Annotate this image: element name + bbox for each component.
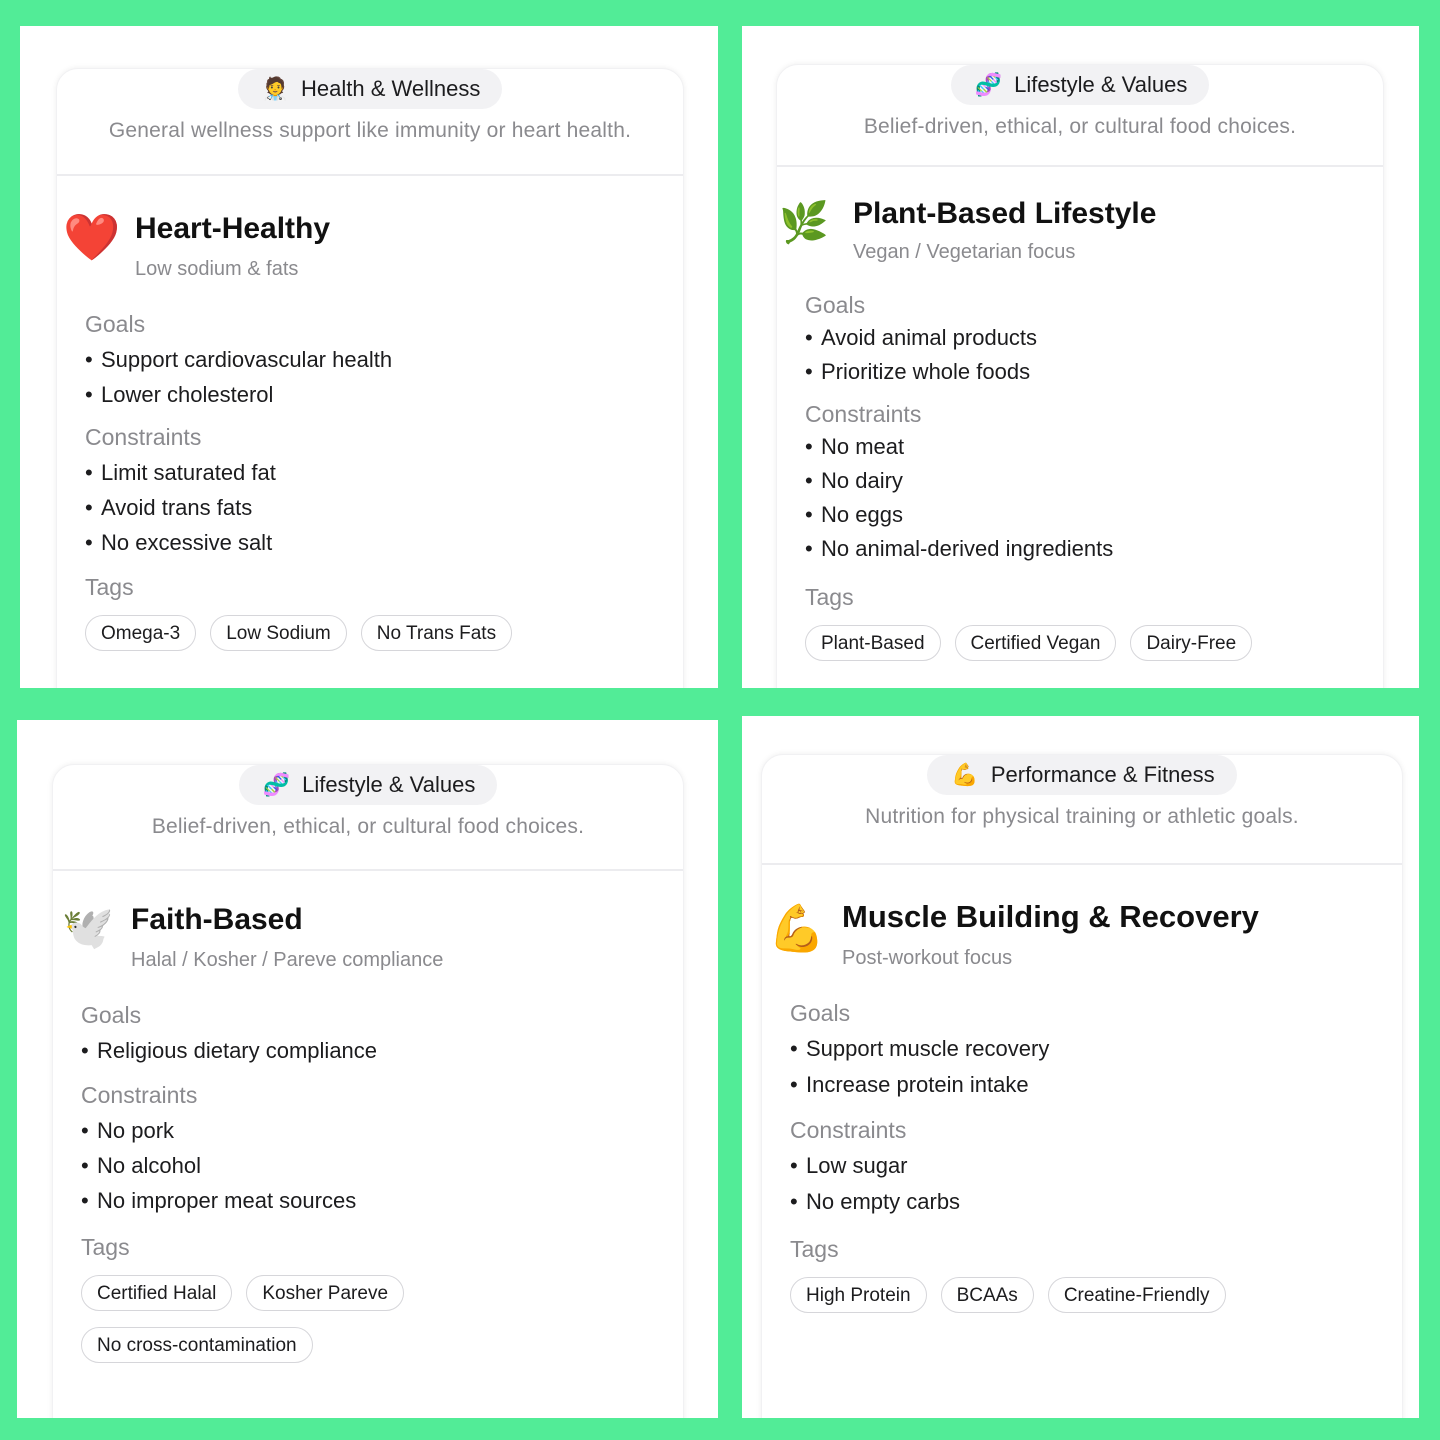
constraint-item: • No animal-derived ingredients [805, 536, 1114, 561]
tag-chip[interactable]: No cross-contamination [81, 1327, 313, 1363]
goal-item: • Avoid animal products [805, 325, 1038, 350]
category-description: Belief-driven, ethical, or cultural food choices. [151, 815, 585, 838]
title-row [762, 899, 1402, 970]
diet-card[interactable] [52, 764, 684, 1418]
tag-chip[interactable]: No Trans Fats [361, 615, 512, 651]
category-label: Health & Wellness [301, 76, 481, 101]
tag-list [85, 615, 683, 651]
tag-chip[interactable]: Kosher Pareve [246, 1275, 404, 1311]
title-row [777, 197, 1383, 264]
panel-heart-healthy [20, 26, 718, 688]
constraint-item: • Avoid trans fats [85, 495, 253, 520]
tag-chip[interactable]: Plant-Based [805, 625, 941, 661]
tag-chip[interactable]: Certified Halal [81, 1275, 232, 1311]
constraints-label: Constraints [805, 401, 922, 427]
card-title: Plant-Based Lifestyle [853, 197, 1157, 230]
card-header [53, 765, 683, 871]
constraints-section [85, 424, 683, 560]
panel-faith-based [17, 720, 718, 1418]
constraint-item: • No meat [805, 434, 905, 459]
constraints-label: Constraints [790, 1117, 907, 1143]
diet-card[interactable] [761, 754, 1403, 1418]
dove-icon: 🕊️ [61, 904, 115, 951]
goal-item: • Prioritize whole foods [805, 359, 1031, 384]
card-subtitle: Low sodium & fats [135, 258, 299, 280]
goals-label: Goals [790, 1000, 851, 1026]
tags-label: Tags [81, 1234, 130, 1260]
goals-label: Goals [85, 311, 146, 337]
leaf-icon: 🌿 [779, 201, 829, 245]
category-pill[interactable] [238, 69, 503, 109]
card-title: Faith-Based [131, 903, 303, 936]
tags-label: Tags [790, 1236, 839, 1262]
flexed-biceps-icon: 💪 [951, 762, 979, 787]
constraints-label: Constraints [81, 1082, 198, 1108]
tag-chip[interactable]: High Protein [790, 1277, 927, 1313]
category-label: Lifestyle & Values [302, 772, 476, 797]
category-description: Nutrition for physical training or athletic goals. [865, 805, 1299, 828]
flexed-biceps-icon: 💪 [768, 902, 826, 954]
constraint-item: • No improper meat sources [81, 1188, 357, 1213]
title-row [53, 903, 683, 972]
tags-label: Tags [805, 584, 854, 610]
diet-card[interactable] [56, 68, 684, 688]
tags-section [805, 584, 1383, 661]
tags-label: Tags [85, 574, 134, 600]
constraint-item: • No dairy [805, 468, 903, 493]
category-label: Lifestyle & Values [1014, 72, 1188, 97]
panel-muscle-building [742, 716, 1419, 1418]
constraint-item: • No empty carbs [790, 1189, 961, 1214]
constraint-item: • No excessive salt [85, 530, 273, 555]
constraint-item: • Limit saturated fat [85, 460, 276, 485]
card-title: Muscle Building & Recovery [842, 899, 1259, 934]
category-description: Belief-driven, ethical, or cultural food choices. [863, 115, 1297, 138]
tag-list [805, 625, 1383, 661]
category-description: General wellness support like immunity or heart health. [108, 119, 632, 142]
tags-section [81, 1234, 683, 1363]
dna-icon: 🧬 [974, 72, 1003, 97]
tag-chip[interactable]: Creatine-Friendly [1048, 1277, 1226, 1313]
card-title: Heart-Healthy [135, 212, 331, 245]
tag-chip[interactable]: Dairy-Free [1130, 625, 1252, 661]
card-header [777, 65, 1383, 167]
constraint-item: • Low sugar [790, 1153, 908, 1178]
goals-section [790, 1000, 1402, 1103]
category-pill[interactable] [951, 65, 1210, 105]
constraints-section [805, 401, 1383, 566]
tag-chip[interactable]: Certified Vegan [955, 625, 1117, 661]
goals-label: Goals [81, 1002, 142, 1028]
constraint-item: • No eggs [805, 502, 903, 527]
tag-chip[interactable]: Omega-3 [85, 615, 196, 651]
panel-plant-based [742, 26, 1419, 688]
goals-section [85, 311, 683, 412]
card-header [57, 69, 683, 176]
card-subtitle: Vegan / Vegetarian focus [853, 241, 1076, 263]
heart-icon: ❤️ [63, 211, 121, 263]
tag-list [81, 1275, 541, 1363]
tags-section [85, 574, 683, 651]
goal-item: • Support muscle recovery [790, 1036, 1050, 1061]
tags-section [790, 1236, 1402, 1313]
category-label: Performance & Fitness [990, 762, 1215, 787]
constraints-section [790, 1117, 1402, 1220]
card-subtitle: Post-workout focus [842, 947, 1013, 969]
card-subtitle: Halal / Kosher / Pareve compliance [131, 949, 444, 971]
health-worker-icon: 🧑‍⚕️ [261, 76, 290, 101]
goal-item: • Religious dietary compliance [81, 1038, 378, 1063]
category-pill[interactable] [239, 765, 498, 805]
category-pill[interactable] [927, 755, 1236, 795]
card-header [762, 755, 1402, 865]
constraint-item: • No pork [81, 1118, 175, 1143]
tag-list [790, 1277, 1402, 1313]
goals-label: Goals [805, 292, 866, 318]
diet-card[interactable] [776, 64, 1384, 688]
constraint-item: • No alcohol [81, 1153, 201, 1178]
constraints-section [81, 1082, 683, 1218]
tag-chip[interactable]: BCAAs [941, 1277, 1034, 1313]
constraints-label: Constraints [85, 424, 202, 450]
goal-item: • Lower cholesterol [85, 382, 274, 407]
goal-item: • Support cardiovascular health [85, 347, 393, 372]
goal-item: • Increase protein intake [790, 1072, 1029, 1097]
dna-icon: 🧬 [262, 772, 291, 797]
title-row [57, 212, 683, 281]
tag-chip[interactable]: Low Sodium [210, 615, 347, 651]
goals-section [81, 1002, 683, 1068]
goals-section [805, 292, 1383, 389]
